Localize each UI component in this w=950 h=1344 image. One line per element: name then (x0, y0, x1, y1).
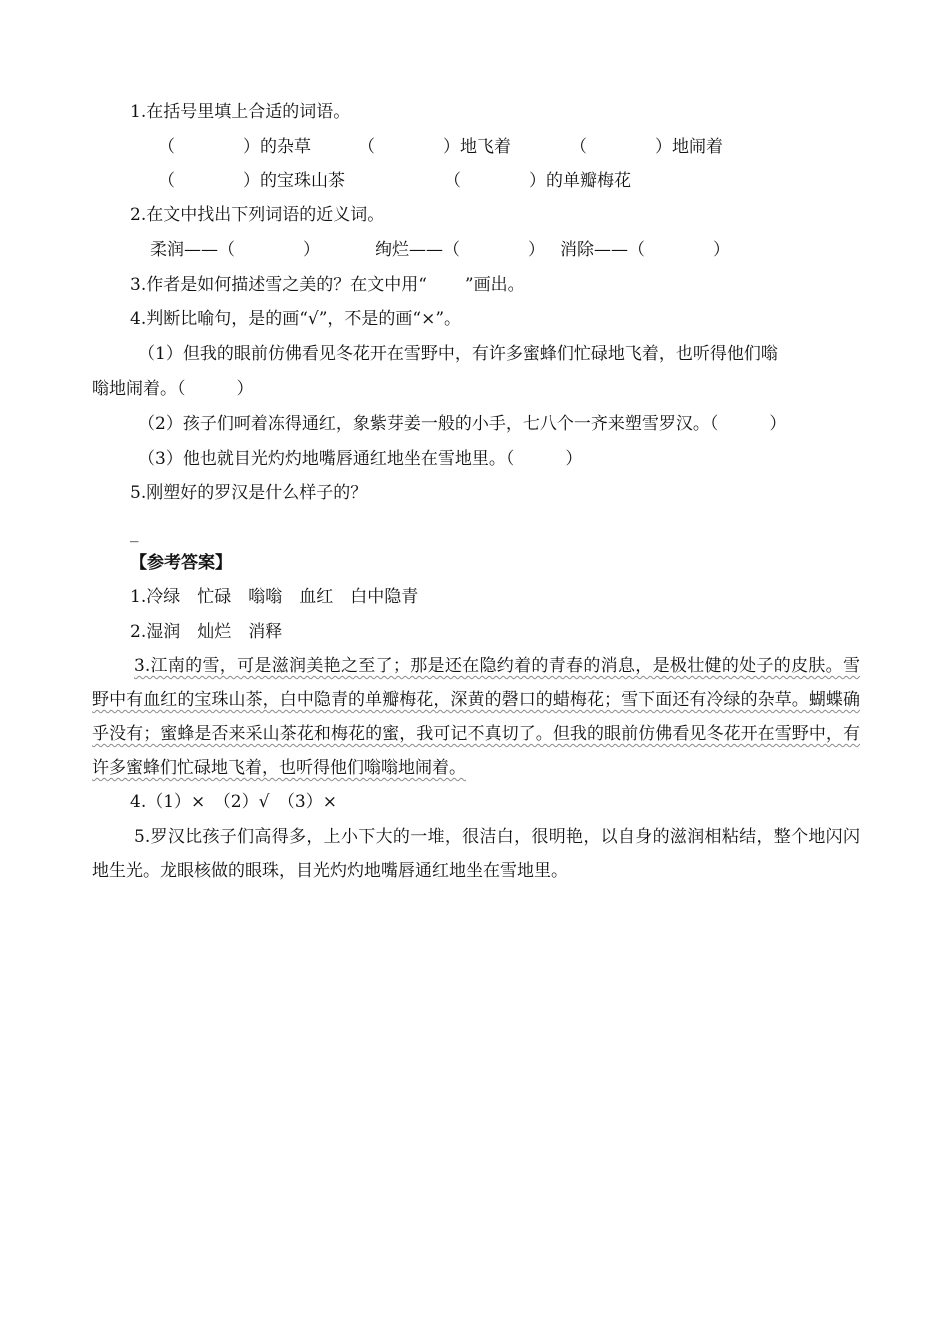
wavy-line-sample (427, 280, 465, 290)
answer-2: 2.湿润 灿烂 消释 (130, 622, 283, 642)
q5-answer-line: _ (130, 523, 139, 543)
question-1-title: 1.在括号里填上合适的词语。 (130, 102, 351, 122)
q2-synonym-rourun: 柔润——（ ） (150, 240, 320, 260)
q4-sentence-1-line-2: 嗡地闹着。（ ） (92, 379, 254, 399)
answer-3-text: 3.江南的雪，可是滋润美艳之至了；那是还在隐约着的青春的消息，是极壮健的处子的皮肤。雪野中有血红的宝珠山茶，白中隐青的单瓣梅花，深黄的磬口的蜡梅花；雪下面还有冷绿的杂草。蝴蝶确乎没有；蜜蜂是否来采山茶花和梅花的蜜，我可记不真切了。但我的眼前仿佛看见冬花开在雪野中，有许多蜜蜂们忙碌地飞着，也听得他们嗡嗡地闹着。 (92, 656, 860, 778)
q2-synonym-xuanlan: 绚烂——（ ） (375, 240, 545, 260)
q1-blank-flying: （ ）地飞着 (358, 137, 511, 157)
answer-4: 4.（1）× （2）√ （3）× (130, 792, 337, 812)
q1-blank-camellia: （ ）的宝珠山茶 (158, 171, 345, 191)
q4-sentence-1-line-1: （1）但我的眼前仿佛看见冬花开在雪野中，有许多蜜蜂们忙碌地飞着，也听得他们嗡 (138, 344, 778, 364)
answer-1: 1.冷绿 忙碌 嗡嗡 血红 白中隐青 (130, 587, 419, 607)
q4-sentence-2: （2）孩子们呵着冻得通红，象紫芽姜一般的小手，七八个一齐来塑雪罗汉。（ ） (138, 414, 787, 434)
question-4-title: 4.判断比喻句，是的画“√”，不是的画“×”。 (130, 309, 462, 329)
q1-blank-weeds: （ ）的杂草 (158, 137, 311, 157)
answer-3-paragraph (92, 649, 860, 785)
question-5-title: 5.刚塑好的罗汉是什么样子的？ (130, 483, 368, 503)
q1-blank-buzzing: （ ）地闹着 (570, 137, 723, 157)
q4-sentence-3: （3）他也就目光灼灼地嘴唇通红地坐在雪地里。（ ） (138, 449, 583, 469)
question-3-title (130, 274, 525, 296)
answer-5-text: 5.罗汉比孩子们高得多，上小下大的一堆，很洁白，很明艳，以自身的滋润相粘结，整个地闪闪地生光。龙眼核做的眼珠，目光灼灼地嘴唇通红地坐在雪地里。 (92, 827, 860, 881)
q3-title-after: ”画出。 (464, 275, 525, 295)
question-2-title: 2.在文中找出下列词语的近义词。 (130, 205, 385, 225)
q1-blank-plum: （ ）的单瓣梅花 (444, 171, 631, 191)
answer-heading: 【参考答案】 (130, 553, 232, 573)
q3-title-before: 3.作者是如何描述雪之美的？在文中用“ (130, 275, 427, 295)
answer-5-paragraph (92, 820, 860, 888)
q2-synonym-xiaochu: 消除——（ ） (560, 240, 730, 260)
